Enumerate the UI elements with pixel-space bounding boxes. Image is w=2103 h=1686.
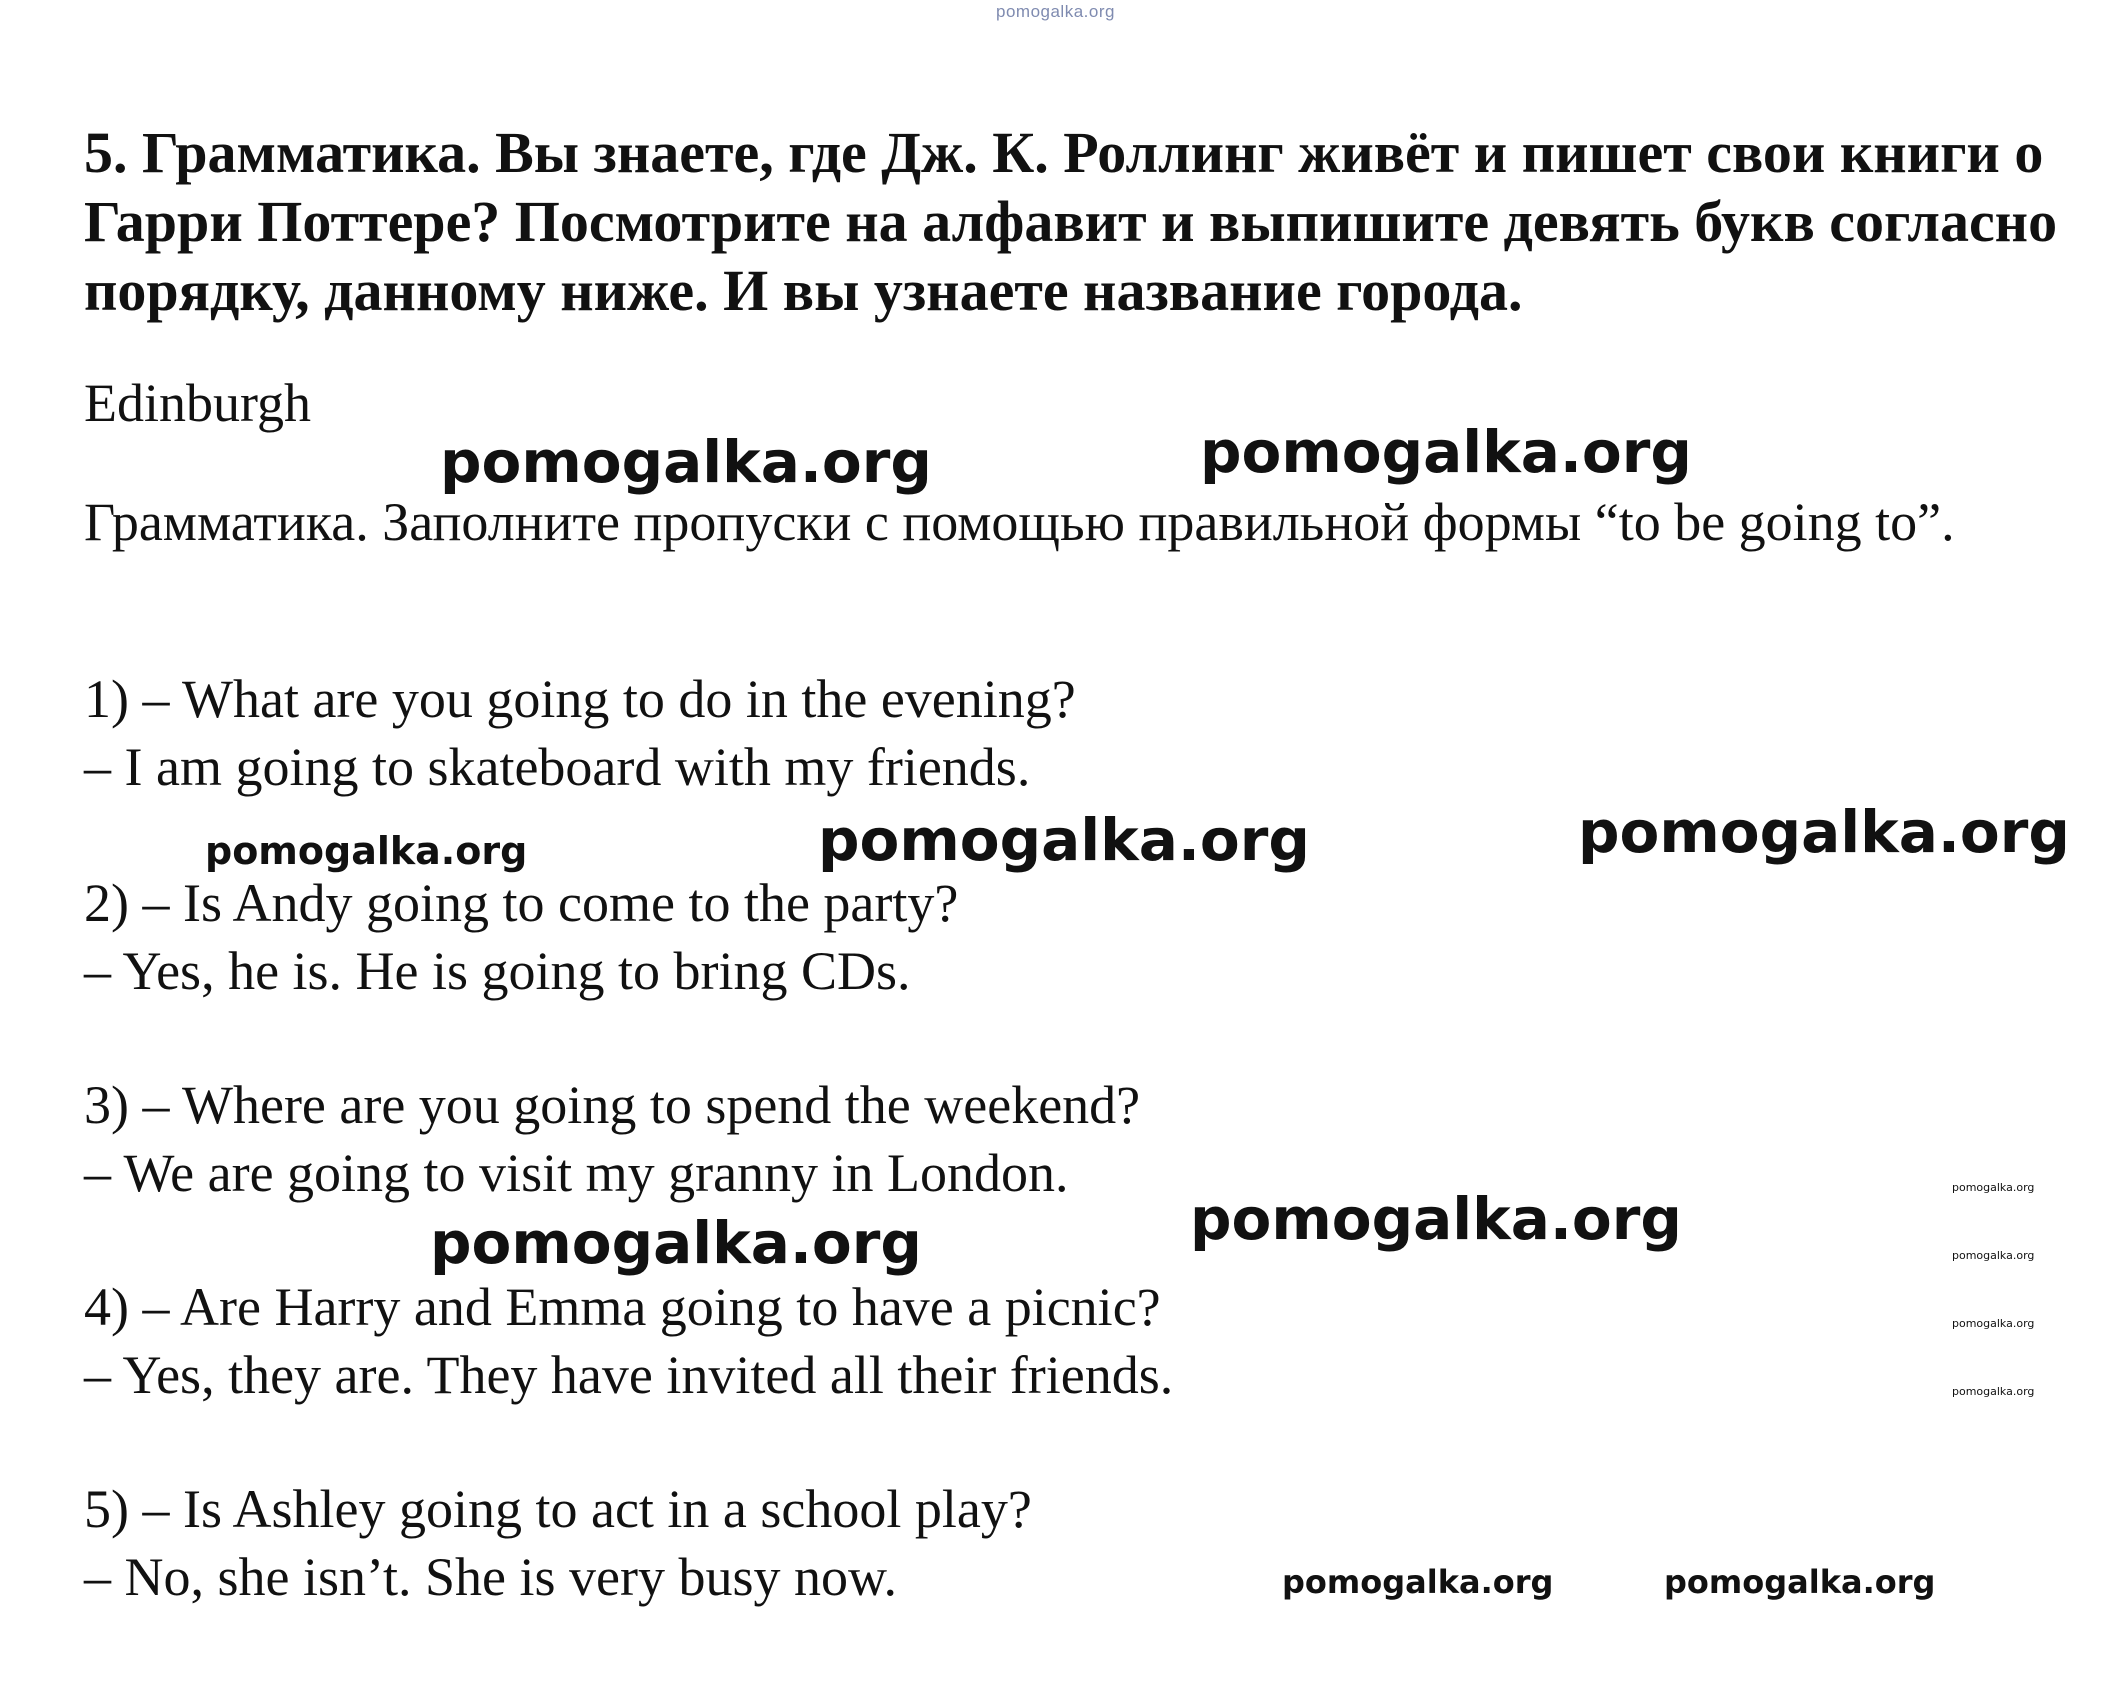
- item-3-question: 3) – Where are you going to spend the weekend?: [84, 1075, 1141, 1135]
- grammar-instruction: Грамматика. Заполните пропуски с помощью правильной формы “to be going to”.: [84, 492, 1955, 552]
- item-2-answer: – Yes, he is. He is going to bring CDs.: [84, 941, 911, 1001]
- watermark: pomogalka.org: [1952, 1317, 2035, 1330]
- item-4-question: 4) – Are Harry and Emma going to have a picnic?: [84, 1277, 1161, 1337]
- watermark: pomogalka.org: [1578, 798, 2070, 866]
- item-4-answer: – Yes, they are. They have invited all their friends.: [84, 1345, 1174, 1405]
- item-5-question: 5) – Is Ashley going to act in a school play?: [84, 1479, 1032, 1539]
- watermark: pomogalka.org: [818, 806, 1310, 874]
- watermark: pomogalka.org: [1952, 1249, 2035, 1262]
- watermark: pomogalka.org: [430, 1209, 922, 1277]
- watermark: pomogalka.org: [1664, 1563, 1936, 1601]
- item-1-answer: – I am going to skateboard with my friends.: [84, 737, 1031, 797]
- watermark: pomogalka.org: [1952, 1385, 2035, 1398]
- item-2-question: 2) – Is Andy going to come to the party?: [84, 873, 959, 933]
- watermark: pomogalka.org: [205, 829, 528, 873]
- item-5-answer: – No, she isn’t. She is very busy now.: [84, 1547, 897, 1607]
- watermark: pomogalka.org: [1282, 1563, 1554, 1601]
- task-answer: Edinburgh: [84, 373, 311, 433]
- header-watermark: pomogalka.org: [996, 2, 1115, 21]
- task-heading: 5. Грамматика. Вы знаете, где Дж. К. Роллинг живёт и пишет свои книги о Гарри Поттере? Посмотрите на алфавит и выпишите девять букв согласно порядку, данному ниже. И вы узнаете название города.: [84, 120, 2058, 323]
- item-1-question: 1) – What are you going to do in the evening?: [84, 669, 1076, 729]
- watermark: pomogalka.org: [1200, 418, 1692, 486]
- item-3-answer: – We are going to visit my granny in London.: [84, 1143, 1069, 1203]
- watermark: pomogalka.org: [1190, 1185, 1682, 1253]
- watermark: pomogalka.org: [1952, 1181, 2035, 1194]
- watermark: pomogalka.org: [440, 428, 932, 496]
